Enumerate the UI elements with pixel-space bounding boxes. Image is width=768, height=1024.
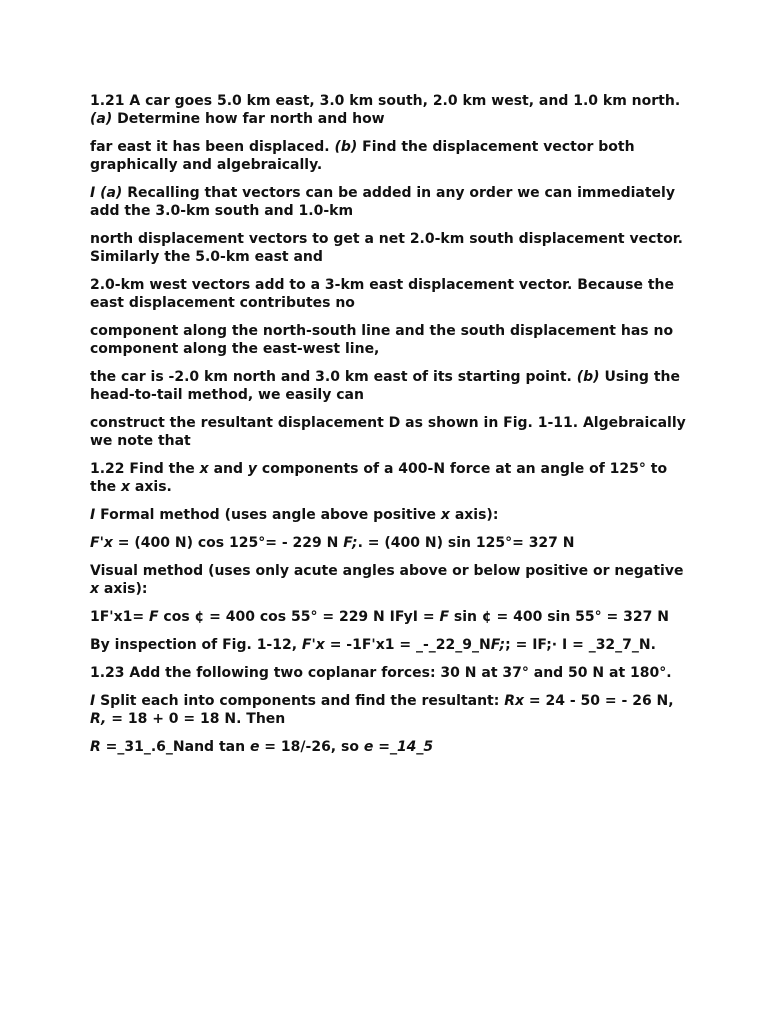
- text-run: 2.0-km west vectors add to a 3-km east displacement vector. Because the east displacement contributes no: [90, 277, 674, 311]
- text-run: =: [373, 739, 390, 755]
- text-run: Find the displacement vector both graphically and algebraically.: [90, 139, 635, 173]
- italic-text-run: x: [90, 581, 100, 597]
- paragraph: [90, 414, 690, 450]
- italic-text-run: I: [90, 507, 96, 523]
- text-run: Recalling that vectors can be added in any order we can immediately add the 3.0-km south and 1.0-km: [90, 185, 675, 219]
- text-run: ': [311, 637, 316, 653]
- paragraph: [90, 738, 690, 756]
- italic-text-run: F;: [343, 535, 358, 551]
- text-run: 1.21 A car goes 5.0 km east, 3.0 km south, 2.0 km west, and 1.0 km north.: [90, 93, 681, 109]
- paragraph: [90, 368, 690, 404]
- italic-text-run: (b): [576, 369, 600, 385]
- paragraph: [90, 636, 690, 654]
- italic-text-run: x: [103, 535, 113, 551]
- text-run: = 18 + 0 = 18 N. Then: [106, 711, 286, 727]
- text-run: ; = IF;· I = _32_7_N.: [505, 637, 656, 653]
- italic-text-run: (a): [90, 111, 113, 127]
- text-run: north displacement vectors to get a net 2.0-km south displacement vector. Similarly the 5.0-km east and: [90, 231, 683, 265]
- paragraph: [90, 138, 690, 174]
- text-run: = 18/-26, so: [259, 739, 364, 755]
- italic-text-run: F: [148, 609, 159, 625]
- italic-text-run: I: [90, 693, 96, 709]
- italic-text-run: R,: [90, 711, 107, 727]
- paragraph: [90, 562, 690, 598]
- italic-text-run: Rx: [504, 693, 525, 709]
- document-body: [90, 92, 690, 766]
- italic-text-run: F;: [490, 637, 506, 653]
- text-run: = (400 N) cos 125°= - 229 N: [112, 535, 344, 551]
- text-run: sin ¢ = 400 sin 55° = 327 N: [449, 609, 669, 625]
- text-run: the car is -2.0 km north and 3.0 km east of its starting point.: [90, 369, 577, 385]
- italic-text-run: x: [121, 479, 131, 495]
- text-run: =_31_.6_Nand tan: [100, 739, 250, 755]
- text-run: and: [208, 461, 248, 477]
- text-run: ': [99, 535, 104, 551]
- text-run: Determine how far north and how: [112, 111, 385, 127]
- text-run: . = (400 N) sin 125°= 327 N: [357, 535, 575, 551]
- paragraph: [90, 664, 690, 682]
- text-run: Formal method (uses angle above positive: [95, 507, 441, 523]
- italic-text-run: x: [440, 507, 450, 523]
- text-run: = -1F'x1 = _-_22_9_N: [324, 637, 491, 653]
- paragraph: [90, 322, 690, 358]
- text-run: 1.22 Find the: [90, 461, 200, 477]
- italic-text-run: R: [90, 739, 101, 755]
- italic-text-run: _14_5: [389, 739, 434, 755]
- paragraph: [90, 230, 690, 266]
- text-run: Visual method (uses only acute angles above or below positive or negative: [90, 563, 684, 579]
- italic-text-run: F: [90, 535, 100, 551]
- text-run: construct the resultant displacement D as shown in Fig. 1-11. Algebraically we note that: [90, 415, 686, 449]
- paragraph: [90, 92, 690, 128]
- italic-text-run: x: [199, 461, 209, 477]
- italic-text-run: (b): [334, 139, 358, 155]
- paragraph: [90, 506, 690, 524]
- italic-text-run: F: [439, 609, 450, 625]
- text-run: Split each into components and find the resultant:: [95, 693, 505, 709]
- text-run: = 24 - 50 = - 26 N,: [524, 693, 674, 709]
- italic-text-run: I (a): [90, 185, 123, 201]
- paragraph: [90, 276, 690, 312]
- text-run: component along the north-south line and the south displacement has no component along the east-west line,: [90, 323, 674, 357]
- text-run: axis.: [130, 479, 172, 495]
- paragraph: [90, 608, 690, 626]
- paragraph: [90, 692, 690, 728]
- italic-text-run: e: [249, 739, 260, 755]
- text-run: axis):: [99, 581, 148, 597]
- text-run: components of a 400-N force at an angle of 125° to the: [90, 461, 668, 495]
- text-run: axis):: [449, 507, 499, 523]
- italic-text-run: y: [247, 461, 258, 477]
- text-run: By inspection of Fig. 1-12,: [90, 637, 302, 653]
- paragraph: [90, 460, 690, 496]
- text-run: Using the head-to-tail method, we easily can: [90, 369, 680, 403]
- text-run: 1F'x1=: [90, 609, 149, 625]
- text-run: 1.23 Add the following two coplanar forces: 30 N at 37° and 50 N at 180°.: [90, 665, 672, 681]
- text-run: cos ¢ = 400 cos 55° = 229 N IFyI =: [158, 609, 440, 625]
- text-run: far east it has been displaced.: [90, 139, 335, 155]
- italic-text-run: e: [363, 739, 374, 755]
- paragraph: [90, 534, 690, 552]
- italic-text-run: F: [301, 637, 312, 653]
- italic-text-run: x: [315, 637, 325, 653]
- paragraph: [90, 184, 690, 220]
